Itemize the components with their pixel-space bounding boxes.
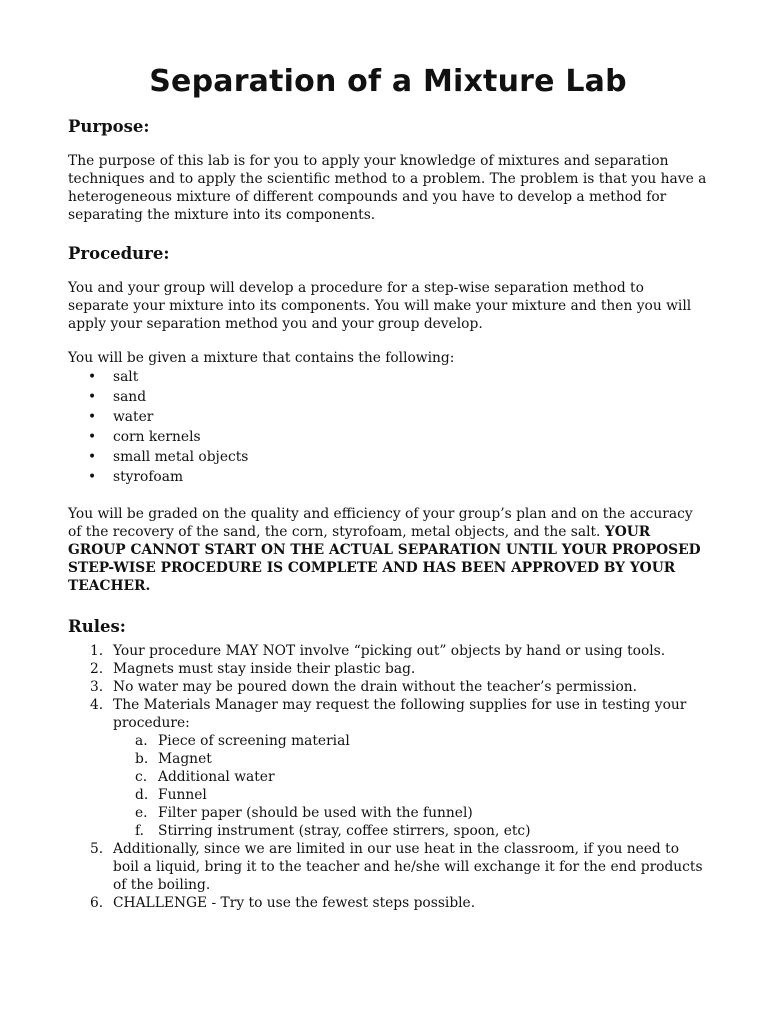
supply-text: Piece of screening material (158, 733, 350, 749)
rule-item (68, 840, 708, 894)
supply-item (113, 822, 708, 840)
rule-item (68, 660, 708, 678)
grading-text: You will be graded on the quality and efficiency of your group’s plan and on the accuracy of the recovery of the sand, the corn, styrofoam, metal objects, and the salt. (68, 506, 693, 540)
rules-heading: Rules: (68, 617, 126, 636)
list-item: • sand (68, 387, 708, 407)
rule-number: 1. (90, 643, 104, 659)
list-item: • small metal objects (68, 447, 708, 467)
supply-item (113, 732, 708, 750)
mixture-list (68, 367, 708, 487)
rule-number: 6. (90, 895, 104, 911)
grading-paragraph (68, 505, 708, 595)
supply-text: Filter paper (should be used with the funnel) (158, 805, 473, 821)
rule-number: 3. (90, 679, 104, 695)
rule-item (68, 894, 708, 912)
rule-text: Additionally, since we are limited in our use heat in the classroom, if you need to boil a liquid, bring it to the teacher and he/she will exchange it for the end products of the boiling. (113, 841, 703, 893)
approval-warning: YOUR GROUP CANNOT START ON THE ACTUAL SEPARATION UNTIL YOUR PROPOSED STEP-WISE PROCEDURE IS COMPLETE AND HAS BEEN APPROVED BY YOUR TEACHER. (68, 524, 701, 594)
supply-text: Stirring instrument (stray, coffee stirrers, spoon, etc) (158, 823, 531, 839)
rule-text: Magnets must stay inside their plastic bag. (113, 661, 416, 677)
list-item: • corn kernels (68, 427, 708, 447)
rule-text: The Materials Manager may request the following supplies for use in testing your procedure: (113, 697, 687, 731)
list-item: • water (68, 407, 708, 427)
supply-letter: b. (135, 751, 149, 767)
purpose-heading: Purpose: (68, 117, 150, 136)
supply-letter: f. (135, 823, 145, 839)
procedure-heading: Procedure: (68, 244, 170, 263)
rule-text: Your procedure MAY NOT involve “picking out” objects by hand or using tools. (113, 643, 666, 659)
rule-number: 4. (90, 697, 104, 713)
rule-number: 5. (90, 841, 104, 857)
rule-item (68, 696, 708, 840)
supply-item (113, 768, 708, 786)
supply-letter: c. (135, 769, 148, 785)
supply-text: Funnel (158, 787, 207, 803)
document-page (68, 64, 708, 912)
rule-number: 2. (90, 661, 104, 677)
supply-letter: e. (135, 805, 148, 821)
supply-text: Magnet (158, 751, 212, 767)
procedure-paragraph: You and your group will develop a procedure for a step-wise separation method to separate your mixture into its components. You will make your mixture and then you will apply your separation method you and your group develop. (68, 280, 692, 332)
rule-text: No water may be poured down the drain without the teacher’s permission. (113, 679, 638, 695)
rules-list (68, 642, 708, 912)
document-title: Separation of a Mixture Lab (149, 64, 627, 99)
mixture-list-intro: You will be given a mixture that contains the following: (68, 350, 455, 366)
rule-item (68, 642, 708, 660)
rule-text: CHALLENGE - Try to use the fewest steps possible. (113, 895, 476, 911)
supply-item (113, 750, 708, 768)
supply-text: Additional water (158, 769, 275, 785)
purpose-text: The purpose of this lab is for you to apply your knowledge of mixtures and separation techniques and to apply the scientific method to a problem. The problem is that you have a heterogeneous mixture of different compounds and you have to develop a method for separating the mixture into its components. (68, 153, 707, 223)
supply-item (113, 804, 708, 822)
supply-item (113, 786, 708, 804)
supply-letter: d. (135, 787, 149, 803)
rule-item (68, 678, 708, 696)
supply-letter: a. (135, 733, 148, 749)
supplies-list (113, 732, 708, 840)
list-item: • salt (68, 367, 708, 387)
list-item: • styrofoam (68, 467, 708, 487)
